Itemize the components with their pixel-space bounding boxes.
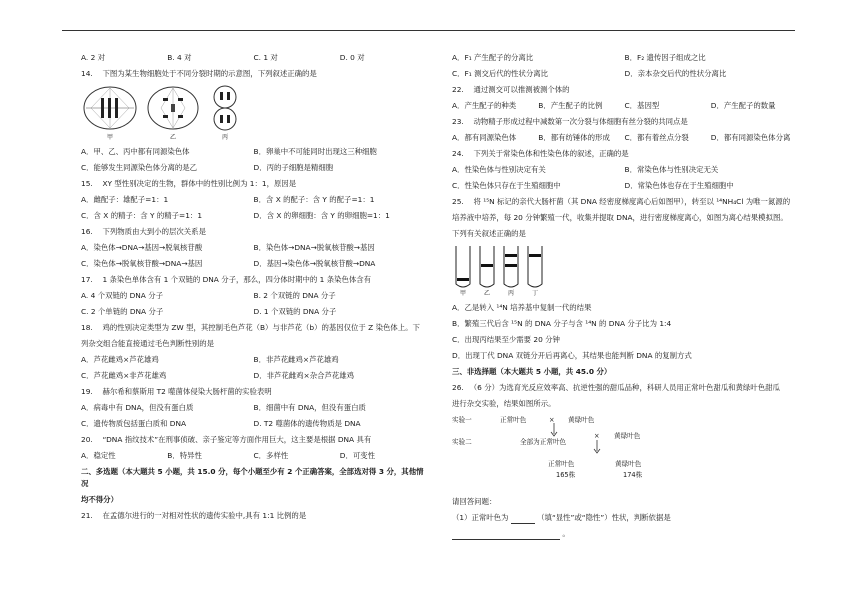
cell-yi-diagram [145, 84, 201, 134]
option: A．性染色体与性别决定有关 [452, 165, 546, 174]
option: D．亲本杂交后代的性状分离比 [624, 69, 727, 78]
option: C．都有着丝点分裂 [624, 133, 689, 142]
option: C. 2 个单链的 DNA 分子 [81, 307, 164, 316]
q16-options-row2 [81, 258, 426, 270]
cell-division-figure [81, 84, 426, 142]
question-15: 15. XY 型性别决定的生物，群体中的性别比例为 1：1，原因是 [81, 179, 297, 188]
q17-options-row1 [81, 290, 426, 302]
cross-symbol: × [549, 416, 555, 424]
tube-ding [526, 244, 544, 298]
option: B．常染色体与性别决定无关 [624, 165, 719, 174]
testcross-yellow: 黄绿叶色 [614, 432, 641, 440]
parent-normal: 正常叶色 [500, 416, 527, 424]
tube-label: 丙 [507, 290, 514, 297]
answer-blank-long[interactable] [452, 531, 560, 540]
question-25: 25. 将 ¹⁵N 标记的亲代大肠杆菌（其 DNA 经密度梯度离心后如图甲），转至以 ¹⁴NH₄Cl 为唯一氮源的 [452, 197, 791, 206]
option: D．可变性 [339, 451, 376, 460]
tube-label: 乙 [483, 290, 490, 297]
option: B．细菌中有 DNA，但没有蛋白质 [253, 403, 366, 412]
q24-options-row1 [452, 164, 797, 176]
sub1-text-b: （填“显性”或“隐性”）性状，判断依据是 [537, 513, 671, 522]
q21-options-row1 [452, 52, 797, 64]
option: D．都有同源染色体分离 [710, 133, 791, 142]
question-17: 17. 1 条染色单体含有 1 个双链的 DNA 分子，那么，四分体时期中的 1 条染色体含有 [81, 275, 372, 284]
answer-blank[interactable] [511, 515, 535, 524]
offspring-normal: 正常叶色 [548, 460, 575, 468]
centrifuge-tubes-figure [454, 244, 797, 298]
question-26: 26. （6 分）为选育光反应效率高、抗逆性强的甜瓜品种，科研人员用正常叶色甜瓜和黄绿叶色甜瓜 [452, 383, 780, 392]
genetics-cross-diagram [452, 414, 797, 492]
tube-bing-diagram [502, 244, 520, 290]
sub-question-1-cont [452, 528, 797, 540]
option: D．丙的子细胞是精细胞 [253, 163, 334, 172]
option: D．非芦花雌鸡×杂合芦花雄鸡 [253, 371, 355, 380]
cell-jia-diagram [81, 84, 139, 134]
question-18: 18. 鸡的性别决定类型为 ZW 型，其控制毛色芦花（B）与非芦花（b）的基因仅位于 Z 染色体上。下 [81, 323, 420, 332]
option: C．多样性 [253, 451, 289, 460]
cell-label: 乙 [169, 134, 176, 141]
option: A．稳定性 [81, 451, 116, 460]
cell-label: 甲 [106, 134, 113, 141]
cell-bing [207, 84, 243, 142]
option: A．芦花雌鸡×芦花雄鸡 [81, 355, 159, 364]
question-19: 19. 赫尔希和蔡斯用 T2 噬菌体侵染大肠杆菌的实验表明 [81, 387, 272, 396]
option: A．乙是转入 ¹⁴N 培养基中复制一代的结果 [452, 303, 592, 312]
option: C．染色体→脱氧核苷酸→DNA→基因 [81, 259, 203, 268]
option: D. 0 对 [339, 53, 365, 62]
q16-options-row1 [81, 242, 426, 254]
q19-options-row2 [81, 418, 426, 430]
q15-options-row2 [81, 210, 426, 222]
option: A．产生配子的种类 [452, 101, 517, 110]
option: A．雌配子：雄配子=1：1 [81, 195, 169, 204]
sub1-text-a: （1）正常叶色为 [452, 513, 509, 522]
option: D．基因→染色体→脱氧核苷酸→DNA [253, 259, 376, 268]
option: C．能够发生同源染色体分离的是乙 [81, 163, 198, 172]
section-3-heading: 三、非选择题（本大题共 5 小题，共 45.0 分） [452, 367, 612, 376]
option: C．性染色体只存在于生殖细胞中 [452, 181, 561, 190]
f1-all-normal: 全部为正常叶色 [520, 438, 567, 446]
header-rule [62, 30, 795, 31]
option: B. 2 个双链的 DNA 分子 [253, 291, 336, 300]
q21-options-row2 [452, 68, 797, 80]
option: C．基因型 [624, 101, 660, 110]
option: B．非芦花雌鸡×芦花雄鸡 [253, 355, 339, 364]
q18-options-row1 [81, 354, 426, 366]
q18-options-row2 [81, 370, 426, 382]
tube-yi [478, 244, 496, 298]
question-24: 24. 下列关于常染色体和性染色体的叙述，正确的是 [452, 149, 629, 158]
question-22: 22. 通过测交可以推测被测个体的 [452, 85, 570, 94]
q22-options [452, 100, 797, 112]
option: B．产生配子的比例 [538, 101, 603, 110]
answer-prompt: 请回答问题： [452, 497, 497, 506]
section-2-heading: 二、多选题（本大题共 5 小题，共 15.0 分，每个小题至少有 2 个正确答案，全部选对得 3 分，其他情况 [81, 467, 424, 488]
count-normal: 165株 [556, 471, 576, 479]
question-14: 14. 下图为某生物细胞处于不同分裂时期的示意图，下列叙述正确的是 [81, 69, 317, 78]
option: C．遗传物质包括蛋白质和 DNA [81, 419, 187, 428]
option: D. 1 个双链的 DNA 分子 [253, 307, 337, 316]
arrow-down-icon [550, 423, 558, 437]
q24-options-row2 [452, 180, 797, 192]
option: D．含 X 的卵细胞：含 Y 的卵细胞=1：1 [253, 211, 390, 220]
experiment-1-label: 实验一 [452, 416, 472, 424]
option: C．芦花雌鸡×非芦花雄鸡 [81, 371, 167, 380]
tube-jia [454, 244, 472, 298]
tube-label: 丁 [531, 290, 538, 297]
cell-yi [145, 84, 201, 142]
option: C．出现丙结果至少需要 20 分钟 [452, 335, 560, 344]
q17-options-row2 [81, 306, 426, 318]
q19-options-row1 [81, 402, 426, 414]
option: B．染色体→DNA→脱氧核苷酸→基因 [253, 243, 375, 252]
q20-options [81, 450, 426, 462]
tube-bing [502, 244, 520, 298]
question-21: 21. 在孟德尔进行的一对相对性状的遗传实验中,具有 1:1 比例的是 [81, 511, 307, 520]
left-column [81, 52, 426, 522]
tube-yi-diagram [478, 244, 496, 290]
tube-jia-diagram [454, 244, 472, 290]
question-16: 16. 下列物质由大到小的层次关系是 [81, 227, 206, 236]
option: C．含 X 的精子：含 Y 的精子=1：1 [81, 211, 203, 220]
option: B．特异性 [167, 451, 202, 460]
option: C. 1 对 [253, 53, 278, 62]
section-2-heading-cont: 均不得分） [81, 495, 118, 504]
count-yellow: 174株 [623, 471, 643, 479]
cell-bing-diagram [207, 84, 243, 134]
option: B. 4 对 [167, 53, 192, 62]
option: A．病毒中有 DNA，但没有蛋白质 [81, 403, 194, 412]
right-column [452, 52, 797, 540]
question-25-cont2: 下列有关叙述正确的是 [452, 229, 526, 238]
question-18-cont: 列杂交组合能直接通过毛色判断性别的是 [81, 339, 215, 348]
experiment-2-label: 实验二 [452, 438, 472, 446]
option: B．繁殖三代后含 ¹⁵N 的 DNA 分子与含 ¹⁴N 的 DNA 分子比为 1:4 [452, 319, 672, 328]
option: A．甲、乙、丙中都有同源染色体 [81, 147, 190, 156]
tube-ding-diagram [526, 244, 544, 290]
option: A. 4 个双链的 DNA 分子 [81, 291, 163, 300]
cell-label: 丙 [221, 134, 228, 141]
q14-options-row1 [81, 146, 426, 158]
option: A．都有同源染色体 [452, 133, 517, 142]
option: A. 2 对 [81, 53, 106, 62]
option: B．F₂ 遗传因子组成之比 [624, 53, 706, 62]
question-26-cont: 进行杂交实验，结果如图所示。 [452, 399, 556, 408]
option: A．染色体→DNA→基因→脱氧核苷酸 [81, 243, 203, 252]
q13-options [81, 52, 426, 64]
option: B．含 X 的配子：含 Y 的配子=1：1 [253, 195, 375, 204]
q23-options [452, 132, 797, 144]
question-20: 20. “DNA 指纹技术”在刑事侦破、亲子鉴定等方面作用巨大，这主要是根据 DNA 具有 [81, 435, 372, 444]
question-25-cont: 培养液中培养，每 20 分钟繁殖一代，收集并提取 DNA，进行密度梯度离心，如图为离心结果模拟图。 [452, 213, 788, 222]
q14-options-row2 [81, 162, 426, 174]
option: D．出现丁代 DNA 双链分开后再离心，其结果也能判断 DNA 的复制方式 [452, 351, 692, 360]
offspring-yellow: 黄绿叶色 [615, 460, 642, 468]
parent-yellow: 黄绿叶色 [568, 416, 595, 424]
option: A．F₁ 产生配子的分离比 [452, 53, 534, 62]
question-23: 23. 动物精子形成过程中减数第一次分裂与体细胞有丝分裂的共同点是 [452, 117, 688, 126]
cross-symbol: × [594, 432, 600, 440]
cell-jia [81, 84, 139, 142]
option: C．F₁ 测交后代的性状分离比 [452, 69, 549, 78]
option: B．都有纺锤体的形成 [538, 133, 610, 142]
q15-options-row1 [81, 194, 426, 206]
option: D．常染色体也存在于生殖细胞中 [624, 181, 734, 190]
arrow-down-icon [593, 440, 601, 454]
option: B．卵巢中不可能同时出现这三种细胞 [253, 147, 377, 156]
option: D. T2 噬菌体的遗传物质是 DNA [253, 419, 361, 428]
option: D．产生配子的数量 [710, 101, 776, 110]
sub1-end: 。 [562, 529, 570, 538]
tube-label: 甲 [459, 290, 466, 297]
sub-question-1 [452, 512, 797, 524]
